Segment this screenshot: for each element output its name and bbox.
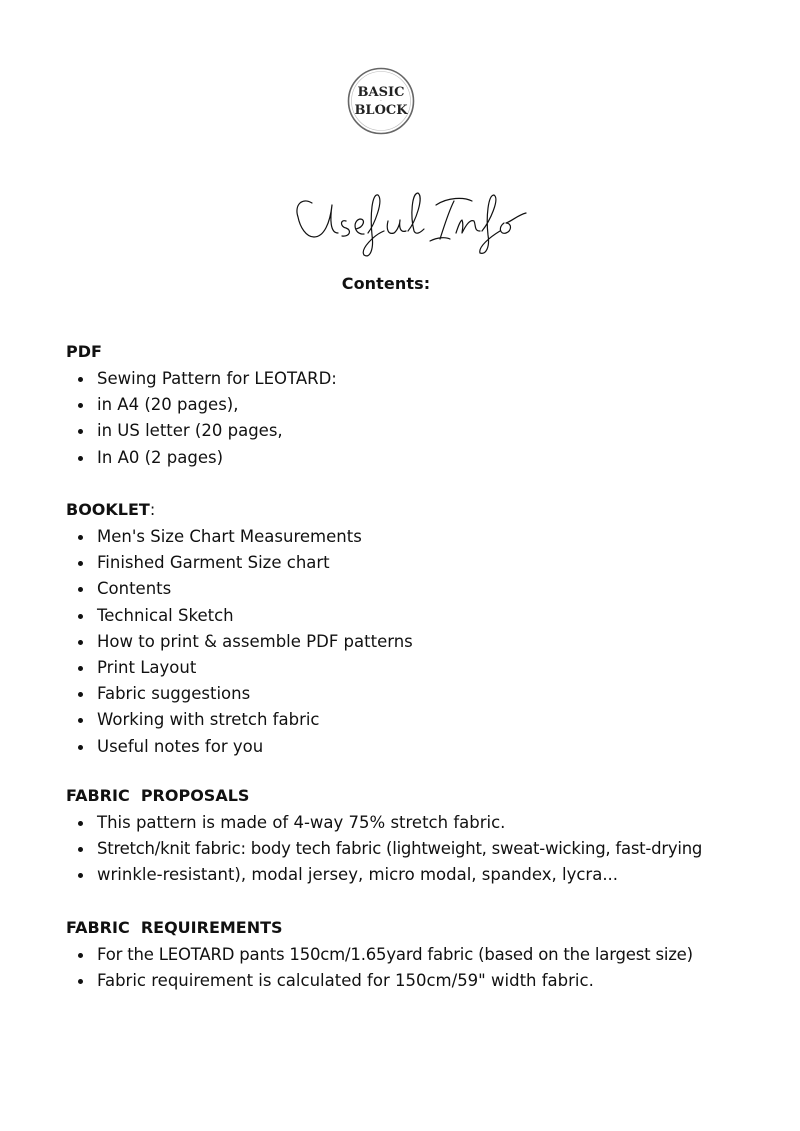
- bullet-icon: [78, 587, 83, 592]
- bullet-list: [66, 942, 766, 994]
- section-heading-text: FABRIC PROPOSALS: [66, 786, 250, 805]
- list-item-text: wrinkle-resistant), modal jersey, micro modal, spandex, lycra...: [97, 865, 619, 885]
- bullet-icon: [78, 535, 83, 540]
- list-item-text: Stretch/knit fabric: body tech fabric (lightweight, sweat-wicking, fast-drying: [97, 839, 703, 859]
- list-item-text: Finished Garment Size chart: [97, 553, 330, 573]
- bullet-icon: [78, 873, 83, 878]
- list-item: [66, 629, 766, 655]
- bullet-list: [66, 524, 766, 760]
- bullet-icon: [78, 953, 83, 958]
- logo-line2: BLOCK: [354, 103, 408, 118]
- bullet-icon: [78, 403, 83, 408]
- logo-middle: ·: [380, 98, 382, 105]
- section-heading: [66, 918, 766, 938]
- list-item-text: For the LEOTARD pants 150cm/1.65yard fabric (based on the largest size): [97, 945, 693, 964]
- bullet-icon: [78, 614, 83, 619]
- list-item: [66, 968, 766, 994]
- section-heading-text: FABRIC REQUIREMENTS: [66, 918, 283, 937]
- list-item-text: Working with stretch fabric: [97, 710, 320, 730]
- bullet-list: [66, 810, 766, 889]
- bullet-icon: [78, 640, 83, 645]
- section-heading: [66, 786, 766, 806]
- list-item-text: Men's Size Chart Measurements: [97, 527, 362, 546]
- script-title-drawing: [250, 175, 550, 260]
- list-item: [66, 366, 766, 392]
- section-booklet: [66, 500, 766, 760]
- logo-line1: BASIC: [357, 85, 405, 100]
- section-heading-text: PDF: [66, 342, 102, 361]
- list-item: [66, 524, 766, 550]
- list-item: [66, 707, 766, 733]
- list-item-text: Fabric requirement is calculated for 150cm/59" width fabric.: [97, 971, 594, 991]
- section-heading: [66, 342, 766, 362]
- section-fabric-proposals: [66, 786, 766, 889]
- section-heading: [66, 500, 766, 520]
- contents-heading: Contents:: [341, 274, 431, 293]
- list-item: [66, 576, 766, 602]
- bullet-icon: [78, 429, 83, 434]
- list-item-text: In A0 (2 pages): [97, 447, 224, 467]
- list-item: [66, 445, 766, 471]
- section-pdf: [66, 342, 766, 471]
- list-item: [66, 862, 766, 888]
- list-item-text: Print Layout: [97, 657, 197, 677]
- list-item-text: in US letter (20 pages,: [97, 421, 283, 441]
- bullet-icon: [78, 456, 83, 461]
- list-item: [66, 942, 766, 968]
- list-item-text: Technical Sketch: [97, 605, 234, 625]
- list-item-text: in A4 (20 pages),: [97, 395, 239, 415]
- list-item: [66, 655, 766, 681]
- script-title: [250, 175, 550, 260]
- list-item-text: Contents: [97, 579, 172, 599]
- bullet-list: [66, 366, 766, 471]
- list-item: [66, 392, 766, 418]
- bullet-icon: [78, 745, 83, 750]
- bullet-icon: [78, 821, 83, 826]
- logo-seal: [346, 66, 416, 136]
- bullet-icon: [78, 847, 83, 852]
- brand-logo: [346, 66, 416, 136]
- list-item: [66, 836, 766, 862]
- bullet-icon: [78, 979, 83, 984]
- list-item-text: This pattern is made of 4-way 75% stretch fabric.: [97, 813, 506, 832]
- list-item: [66, 810, 766, 836]
- bullet-icon: [78, 377, 83, 382]
- list-item: [66, 418, 766, 444]
- list-item: [66, 550, 766, 576]
- list-item: [66, 681, 766, 707]
- list-item: [66, 734, 766, 760]
- section-heading-text: BOOKLET: [66, 500, 150, 519]
- list-item-text: How to print & assemble PDF patterns: [97, 631, 413, 651]
- section-fabric-requirements: [66, 918, 766, 994]
- list-item-text: Useful notes for you: [97, 736, 264, 756]
- list-item-text: Sewing Pattern for LEOTARD:: [97, 369, 337, 388]
- list-item: [66, 603, 766, 629]
- list-item-text: Fabric suggestions: [97, 684, 251, 704]
- section-heading-suffix: :: [149, 500, 156, 519]
- bullet-icon: [78, 718, 83, 723]
- bullet-icon: [78, 666, 83, 671]
- bullet-icon: [78, 561, 83, 566]
- bullet-icon: [78, 692, 83, 697]
